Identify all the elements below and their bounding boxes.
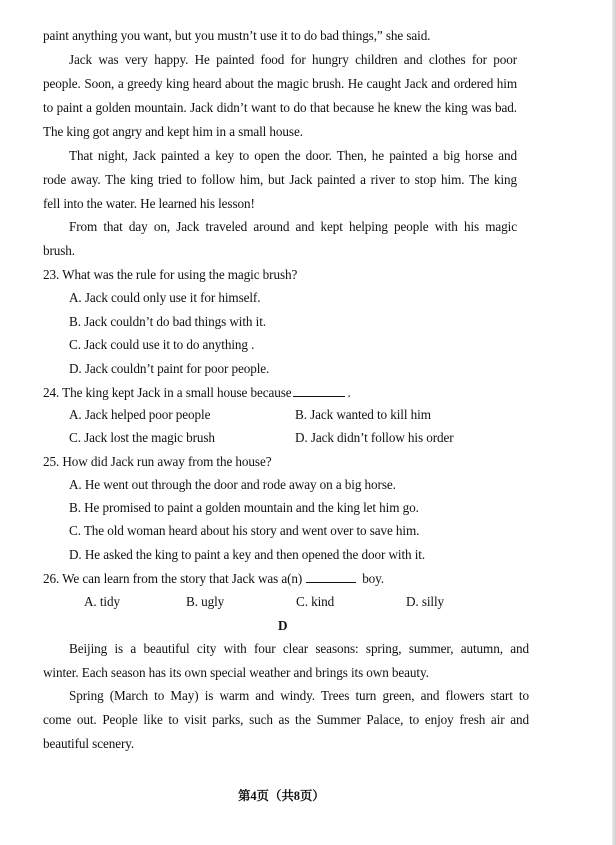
passage-line: paint anything you want, but you mustn’t use it to do bad things,” she said. bbox=[43, 28, 431, 43]
question-26-option-a: A. tidy bbox=[84, 594, 120, 609]
passage-line: come out. People like to visit parks, such as the Summer Palace, to enjoy fresh air and bbox=[43, 712, 529, 727]
passage-line: beautiful scenery. bbox=[43, 736, 135, 751]
question-26-stem bbox=[43, 570, 384, 587]
question-23-option-c: C. Jack could use it to do anything . bbox=[69, 337, 255, 352]
passage-line: fell into the water. He learned his lesson! bbox=[43, 196, 255, 211]
question-24-stem-end: . bbox=[347, 385, 351, 400]
passage-d-heading: D bbox=[278, 618, 288, 633]
passage-line: brush. bbox=[43, 243, 76, 258]
question-24-option-a: A. Jack helped poor people bbox=[69, 407, 211, 422]
passage-line: people. Soon, a greedy king heard about the magic brush. He caught Jack and ordered him bbox=[43, 76, 517, 91]
passage-line: Jack was very happy. He painted food for hungry children and clothes for poor bbox=[69, 52, 517, 67]
question-24-option-d: D. Jack didn’t follow his order bbox=[295, 430, 454, 445]
question-23-option-d: D. Jack couldn’t paint for poor people. bbox=[69, 361, 270, 376]
question-24-option-b: B. Jack wanted to kill him bbox=[295, 407, 431, 422]
page-number: 第4页（共8页） bbox=[238, 789, 325, 803]
question-26-option-d: D. silly bbox=[406, 594, 445, 609]
question-26-option-b: B. ugly bbox=[186, 594, 225, 609]
question-23-stem: 23. What was the rule for using the magic brush? bbox=[43, 267, 298, 282]
passage-line: winter. Each season has its own special weather and brings its own beauty. bbox=[43, 665, 429, 680]
answer-blank bbox=[293, 384, 345, 397]
question-24-stem bbox=[43, 384, 351, 401]
question-25-option-d: D. He asked the king to paint a key and then opened the door with it. bbox=[69, 547, 426, 562]
question-26-stem-text: 26. We can learn from the story that Jack was a(n) bbox=[43, 571, 303, 586]
answer-blank bbox=[306, 570, 356, 583]
question-23-option-b: B. Jack couldn’t do bad things with it. bbox=[69, 314, 266, 329]
question-23-option-a: A. Jack could only use it for himself. bbox=[69, 290, 261, 305]
passage-line: That night, Jack painted a key to open the door. Then, he painted a big horse and bbox=[69, 148, 517, 163]
question-25-stem: 25. How did Jack run away from the house? bbox=[43, 454, 272, 469]
question-25-option-b: B. He promised to paint a golden mountain and the king let him go. bbox=[69, 500, 419, 515]
question-25-option-a: A. He went out through the door and rode away on a big horse. bbox=[69, 477, 396, 492]
passage-line: rode away. The king tried to follow him, but Jack painted a river to stop him. The king bbox=[43, 172, 517, 187]
page-edge bbox=[612, 0, 616, 845]
passage-line: The king got angry and kept him in a small house. bbox=[43, 124, 303, 139]
question-26-option-c: C. kind bbox=[296, 594, 335, 609]
passage-line: From that day on, Jack traveled around and kept helping people with his magic bbox=[69, 219, 517, 234]
question-24-stem-text: 24. The king kept Jack in a small house because bbox=[43, 385, 292, 400]
passage-line: to paint a golden mountain. Jack didn’t want to do that because he knew the king was bad. bbox=[43, 100, 517, 115]
question-24-option-c: C. Jack lost the magic brush bbox=[69, 430, 215, 445]
passage-line: Spring (March to May) is warm and windy. Trees turn green, and flowers start to bbox=[69, 688, 529, 703]
passage-line: Beijing is a beautiful city with four clear seasons: spring, summer, autumn, and bbox=[69, 641, 529, 656]
question-25-option-c: C. The old woman heard about his story and went over to save him. bbox=[69, 523, 420, 538]
question-26-stem-end: boy. bbox=[362, 571, 385, 586]
